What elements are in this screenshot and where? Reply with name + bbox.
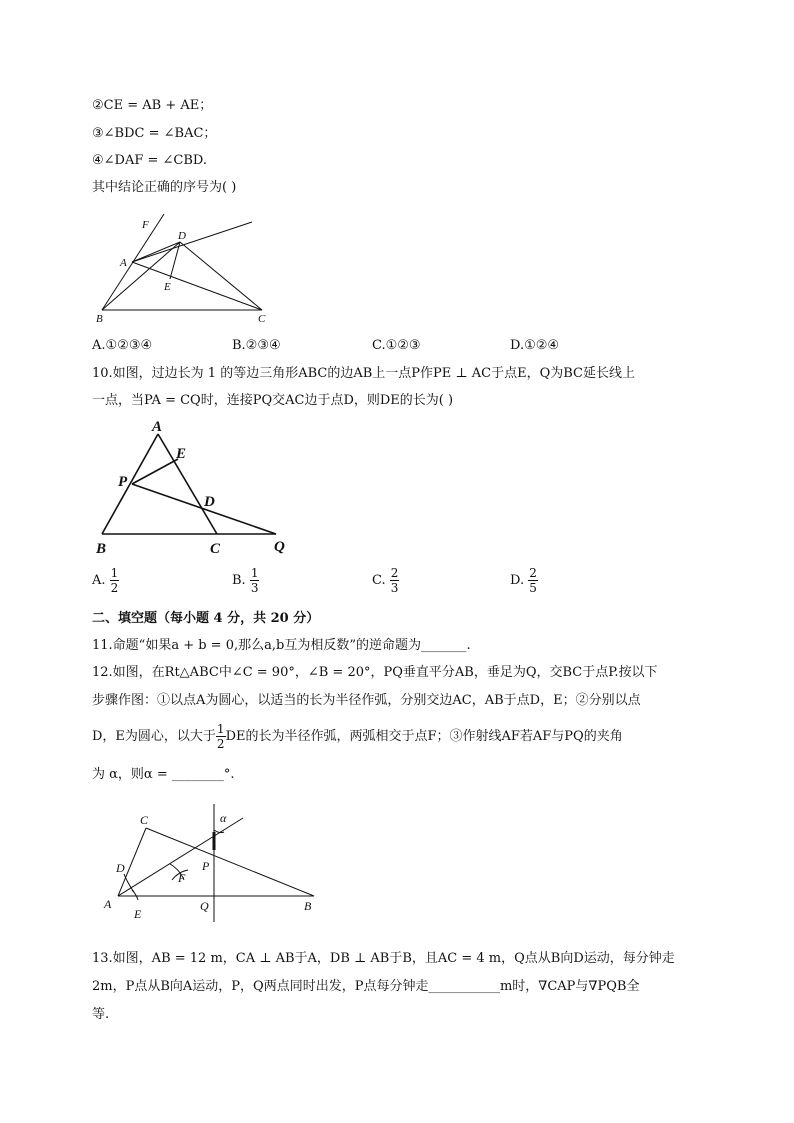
q9-line-dc (180, 242, 262, 310)
q12-line-3 (92, 722, 623, 751)
q9-option-a[interactable]: A.①②③④ (92, 338, 153, 353)
q12-label-b: B (304, 899, 312, 913)
q10-line-1: 10.如图，过边长为 1 的等边三角形ABC的边AB上一点P作PE ⊥ AC于点E，Q为BC延长线上 (92, 366, 635, 381)
q9-label-d: D (178, 230, 186, 242)
q10-option-a-num: 1 (110, 566, 119, 580)
q10-option-d-num: 2 (529, 566, 537, 580)
q12-line-4: 为 α，则α = ________°. (92, 767, 235, 782)
q10-line-2: 一点，当PA = CQ时，连接PQ交AC边于点D，则DE的长为( ) (92, 393, 454, 408)
q9-ray-ad (132, 222, 252, 262)
q12-label-e: E (134, 907, 142, 921)
q12-label-a: A (104, 897, 112, 911)
q12-line-1: 12.如图，在Rt△ABC中∠C = 90°，∠B = 20°，PQ垂直平分AB，垂足为Q，交BC于点P.按以下 (92, 665, 658, 680)
q10-option-b-den: 3 (250, 581, 259, 595)
q12-label-d: D (116, 861, 125, 875)
q10-label-d: D (204, 494, 215, 510)
q12-line-3-post: DE的长为半径作弧，两弧相交于点F；③作射线AF若AF与PQ的夹角 (225, 729, 623, 744)
q12-fraction-num: 1 (216, 722, 225, 736)
q10-option-b-num: 1 (250, 566, 259, 580)
q10-label-e: E (176, 446, 187, 462)
q10-label-q: Q (274, 539, 285, 555)
q10-option-b[interactable] (232, 566, 259, 595)
q9-prompt: 其中结论正确的序号为( ) (92, 180, 237, 195)
q9-label-b: B (96, 313, 103, 325)
q12-label-f: F (178, 871, 186, 885)
q10-option-c-num: 2 (390, 566, 399, 580)
q10-side-ac (158, 434, 217, 534)
q13-line-2: 2m，P点从B向A运动，P，Q两点同时出发，P点每分钟走___________m时，∇CAP与∇PQB全 (92, 979, 640, 994)
q10-option-b-prefix: B. (232, 573, 246, 588)
q10-option-a[interactable] (92, 566, 119, 595)
q9-option-c[interactable]: C.①②③ (372, 338, 421, 353)
q10-figure (92, 416, 302, 558)
q10-option-c-den: 3 (390, 581, 399, 595)
q10-option-a-den: 2 (110, 581, 119, 595)
q9-label-f: F (142, 219, 149, 231)
q13-line-3: 等. (92, 1007, 110, 1022)
section-2-title: 二、填空题（每小题 4 分，共 20 分） (92, 611, 320, 626)
q9-label-a: A (120, 257, 127, 269)
q10-side-ab (102, 434, 158, 534)
q12-label-c: C (140, 813, 149, 827)
q9-line-bd (102, 242, 180, 310)
q12-arc-e (132, 890, 138, 900)
q13-line-1: 13.如图，AB = 12 m，CA ⊥ AB于A，DB ⊥ AB于B，且AC = 4 m，Q点从B向D运动，每分钟走 (92, 951, 675, 966)
q12-line-3-pre: D，E为圆心，以大于 (92, 729, 216, 744)
q10-label-a: A (152, 419, 163, 435)
q9-statement-4: ④∠DAF = ∠CBD. (92, 153, 208, 168)
q10-label-b: B (96, 541, 107, 557)
q9-label-c: C (258, 313, 266, 325)
q12-label-p: P (202, 859, 210, 873)
q9-option-b[interactable]: B.②③④ (232, 338, 281, 353)
q10-line-pe (132, 459, 178, 484)
q12-label-alpha: α (220, 811, 227, 825)
q10-option-d-den: 5 (529, 581, 537, 595)
q12-side-cb (146, 828, 314, 896)
q12-label-q: Q (200, 899, 209, 913)
q12-figure (98, 800, 328, 926)
q10-option-d-prefix: D. (510, 573, 525, 588)
q10-option-c[interactable] (372, 566, 399, 595)
q9-statement-3: ③∠BDC = ∠BAC； (92, 126, 217, 141)
q12-line-2: 步骤作图：①以点A为圆心，以适当的长为半径作弧，分别交边AC，AB于点D，E；②分别以点 (92, 693, 641, 708)
q10-option-d[interactable] (510, 566, 538, 595)
q9-statement-2: ②CE = AB + AE； (92, 98, 213, 113)
q9-line-ac (132, 262, 262, 310)
q9-figure (92, 212, 292, 328)
q12-fraction-den: 2 (216, 737, 225, 751)
q10-option-a-prefix: A. (92, 573, 106, 588)
q9-label-e: E (164, 281, 171, 293)
q10-label-p: P (118, 474, 128, 490)
q10-label-c: C (210, 541, 221, 557)
q10-option-c-prefix: C. (372, 573, 386, 588)
q9-option-d[interactable]: D.①②④ (510, 338, 560, 353)
q11-text: 11.命题“如果a + b = 0,那么a,b互为相反数”的逆命题为_______. (92, 638, 471, 653)
